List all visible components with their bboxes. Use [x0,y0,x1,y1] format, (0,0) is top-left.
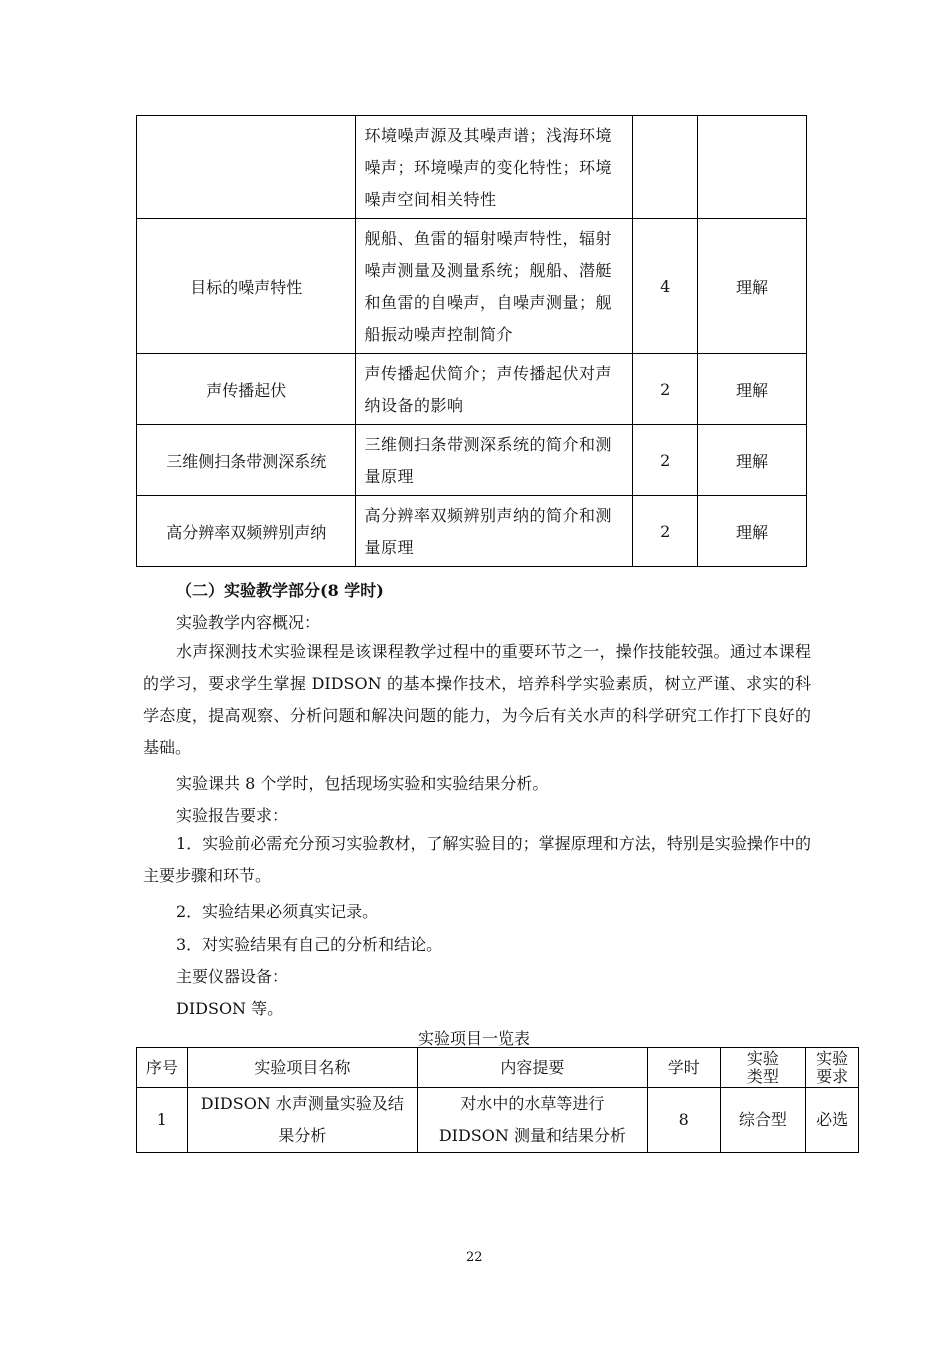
requirement-cell: 理解 [698,496,807,567]
header-type [720,1048,806,1088]
equipment-text: DIDSON 等。 [176,999,284,1018]
report-requirements-label: 实验报告要求： [176,806,289,825]
row-type: 综合型 [720,1088,806,1153]
table-row [137,1088,859,1153]
hours-cell: 2 [633,354,698,425]
row-summary-line2: DIDSON 测量和结果分析 [438,1126,626,1145]
row-summary-line1: 对水中的水草等进行 [460,1094,605,1113]
requirement-cell [698,116,807,219]
header-type-line1: 实验 [746,1048,779,1068]
content-cell: 环境噪声源及其噪声谱；浅海环境噪声；环境噪声的变化特性；环境噪声空间相关特性 [356,116,633,219]
hours-cell [633,116,698,219]
header-hours: 学时 [647,1048,720,1088]
report-requirement-3: 3．对实验结果有自己的分析和结论。 [176,935,443,954]
table-row [137,116,807,219]
row-requirement: 必选 [806,1088,859,1153]
table-row [137,425,807,496]
overview-label: 实验教学内容概况： [176,613,321,632]
section-title: （二）实验教学部分(8 学时) [176,581,384,600]
row-name-line2: 果分析 [278,1126,327,1145]
table-row [137,496,807,567]
topic-cell: 三维侧扫条带测深系统 [137,425,356,496]
report-requirement-1: 1．实验前必需充分预习实验教材，了解实验目的；掌握原理和方法，特别是实验操作中的主要步骤和环节。 [143,834,811,885]
topic-cell [137,116,356,219]
report-requirement-2: 2．实验结果必须真实记录。 [176,902,379,921]
header-no: 序号 [137,1048,188,1088]
table-caption: 实验项目一览表 [418,1029,531,1048]
header-type-line2: 类型 [746,1066,779,1086]
requirement-cell: 理解 [698,219,807,354]
header-name: 实验项目名称 [187,1048,417,1088]
row-name-line1: DIDSON 水声测量实验及结 [200,1094,404,1113]
hours-cell: 4 [633,219,698,354]
topic-cell: 目标的噪声特性 [137,219,356,354]
topic-cell: 高分辨率双频辨别声纳 [137,496,356,567]
experiment-table [136,1047,859,1153]
row-hours: 8 [647,1088,720,1153]
content-cell: 三维侧扫条带测深系统的简介和测量原理 [356,425,633,496]
header-req-line2: 要求 [816,1066,849,1086]
header-req-line1: 实验 [816,1048,849,1068]
course-content-table [136,115,807,567]
requirement-cell: 理解 [698,354,807,425]
header-summary: 内容提要 [417,1048,647,1088]
table-row [137,354,807,425]
content-cell: 高分辨率双频辨别声纳的简介和测量原理 [356,496,633,567]
table-header-row [137,1048,859,1088]
table-row [137,219,807,354]
equipment-label: 主要仪器设备： [176,967,289,986]
content-cell: 声传播起伏简介；声传播起伏对声纳设备的影响 [356,354,633,425]
page-number: 22 [466,1250,483,1265]
requirement-cell: 理解 [698,425,807,496]
header-requirement [806,1048,859,1088]
hours-note: 实验课共 8 个学时，包括现场实验和实验结果分析。 [176,774,549,793]
overview-paragraph: 水声探测技术实验课程是该课程教学过程中的重要环节之一，操作技能较强。通过本课程的学习，要求学生掌握 DIDSON 的基本操作技术，培养科学实验素质，树立严谨、求实的科学态度，提高观察、分析问题和解决问题的能力，为今后有关水声的科学研究工作打下良好的基础。 [143,642,811,757]
topic-cell: 声传播起伏 [137,354,356,425]
row-no: 1 [137,1088,188,1153]
hours-cell: 2 [633,425,698,496]
hours-cell: 2 [633,496,698,567]
content-cell: 舰船、鱼雷的辐射噪声特性，辐射噪声测量及测量系统；舰船、潜艇和鱼雷的自噪声，自噪声测量；舰船振动噪声控制简介 [356,219,633,354]
row-summary [417,1088,647,1153]
row-name [187,1088,417,1153]
